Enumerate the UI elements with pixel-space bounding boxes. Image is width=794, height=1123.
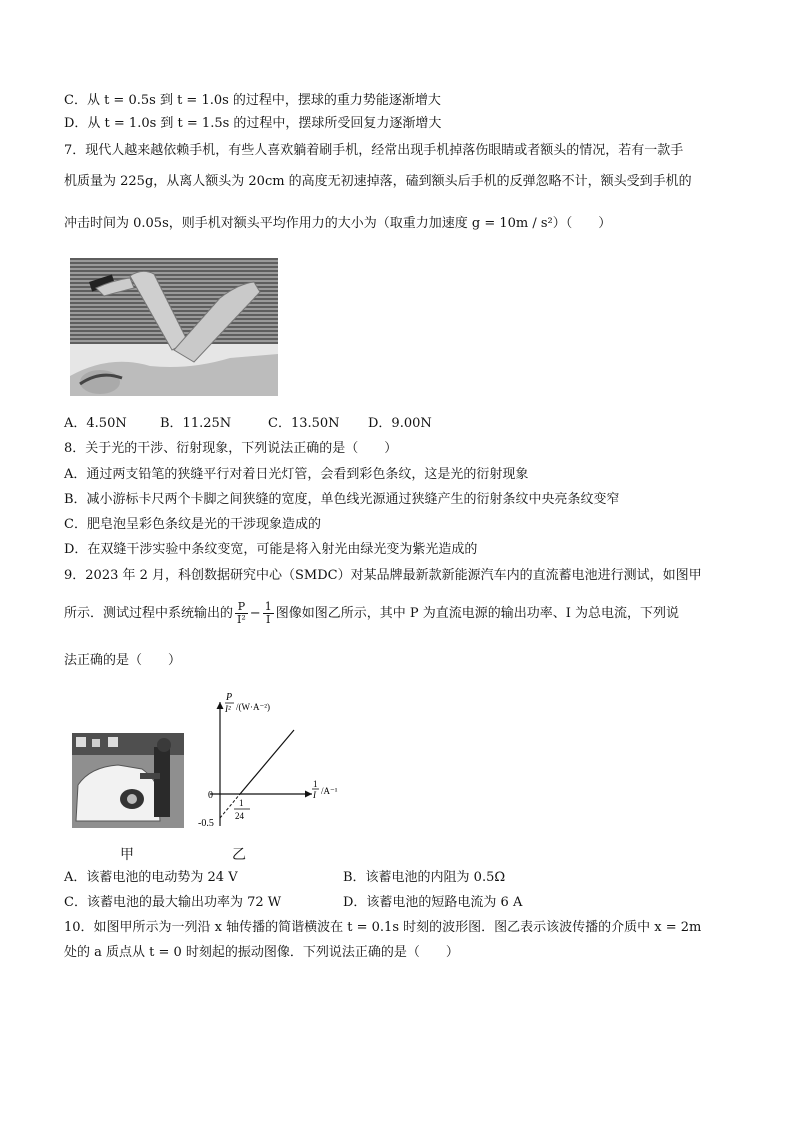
y-label-den: I² bbox=[225, 704, 231, 714]
x-label-unit: /A⁻¹ bbox=[321, 786, 338, 796]
y-label-unit: /(W·A⁻²) bbox=[236, 702, 270, 712]
q9-stem-line2-a: 所示．测试过程中系统输出的 bbox=[64, 606, 234, 621]
q8-option-b: B．减小游标卡尺两个卡脚之间狭缝的宽度，单色线光源通过狭缝产生的衍射条纹中央亮条纹变窄 bbox=[64, 492, 620, 507]
car-test-photo bbox=[72, 733, 184, 828]
q8-option-c: C．肥皂泡呈彩色条纹是光的干涉现象造成的 bbox=[64, 517, 321, 532]
q10-stem-line1: 10．如图甲所示为一列沿 x 轴传播的简谐横波在 t = 0.1s 时刻的波形图．图乙表示该波传播的介质中 x = 2m bbox=[64, 920, 702, 935]
fraction-1-over-i: $\frac{1}{I}$ bbox=[264, 600, 272, 626]
q8-stem: 8．关于光的干涉、衍射现象，下列说法正确的是（ ） bbox=[64, 441, 398, 456]
q7-option-b: B．11.25N bbox=[160, 416, 232, 431]
y-label-num: P bbox=[226, 692, 233, 703]
origin-label: 0 bbox=[208, 790, 213, 801]
x-tick-den: 24 bbox=[235, 811, 244, 821]
q8-option-a: A．通过两支铅笔的狭缝平行对着日光灯管，会看到彩色条纹，这是光的衍射现象 bbox=[64, 467, 529, 482]
q9-option-b: B．该蓄电池的内阻为 0.5Ω bbox=[343, 870, 506, 885]
x-tick-num: 1 bbox=[239, 798, 244, 808]
q6-option-d: D．从 t = 1.0s 到 t = 1.5s 的过程中，摆球所受回复力逐渐增大 bbox=[64, 116, 442, 131]
q9-option-a: A．该蓄电池的电动势为 24 V bbox=[64, 870, 238, 885]
y-intercept-label: -0.5 bbox=[198, 818, 214, 829]
q7-option-a: A．4.50N bbox=[64, 416, 127, 431]
fraction-p-over-i2: $\frac{P}{\text{I²}}$ bbox=[237, 600, 246, 626]
figure-caption-yi: 乙 bbox=[232, 847, 246, 863]
q10-stem-line2: 处的 a 质点从 t = 0 时刻起的振动图像．下列说法正确的是（ ） bbox=[64, 945, 459, 960]
q7-stem-line1: 7．现代人越来越依赖手机，有些人喜欢躺着刷手机，经常出现手机掉落伤眼睛或者额头的情况，若有一款手 bbox=[64, 143, 684, 158]
q7-option-c: C．13.50N bbox=[268, 416, 340, 431]
q7-stem-line3: 冲击时间为 0.05s，则手机对额头平均作用力的大小为（取重力加速度 g = 10m / s²）（ ） bbox=[64, 216, 612, 231]
minus-sign: − bbox=[249, 606, 261, 621]
x-label-num: 1 bbox=[313, 779, 318, 789]
q9-option-c: C．该蓄电池的最大输出功率为 72 W bbox=[64, 895, 282, 910]
q7-stem-line2: 机质量为 225g，从离人额头为 20cm 的高度无初速掉落，磕到额头后手机的反弹忽略不计，额头受到手机的 bbox=[64, 174, 692, 189]
p-over-i2-graph bbox=[196, 690, 346, 840]
q9-stem-line2 bbox=[64, 600, 679, 628]
phone-lying-photo bbox=[70, 258, 278, 396]
graph-line bbox=[240, 730, 294, 794]
x-label-den: I bbox=[313, 790, 316, 800]
figure-caption-jia: 甲 bbox=[120, 847, 134, 863]
q9-option-d: D．该蓄电池的短路电流为 6 A bbox=[343, 895, 523, 910]
q8-option-d: D．在双缝干涉实验中条纹变宽，可能是将入射光由绿光变为紫光造成的 bbox=[64, 542, 478, 557]
q9-stem-line2-b: 图像如图乙所示，其中 P 为直流电源的输出功率、I 为总电流，下列说 bbox=[275, 606, 679, 621]
q7-option-d: D．9.00N bbox=[368, 416, 432, 431]
q9-stem-line3: 法正确的是（ ） bbox=[64, 653, 182, 668]
q6-option-c: C．从 t = 0.5s 到 t = 1.0s 的过程中，摆球的重力势能逐渐增大 bbox=[64, 93, 441, 108]
q9-stem-line1: 9．2023 年 2 月，科创数据研究中心（SMDC）对某品牌最新款新能源汽车内的直流蓄电池进行测试，如图甲 bbox=[64, 568, 702, 583]
